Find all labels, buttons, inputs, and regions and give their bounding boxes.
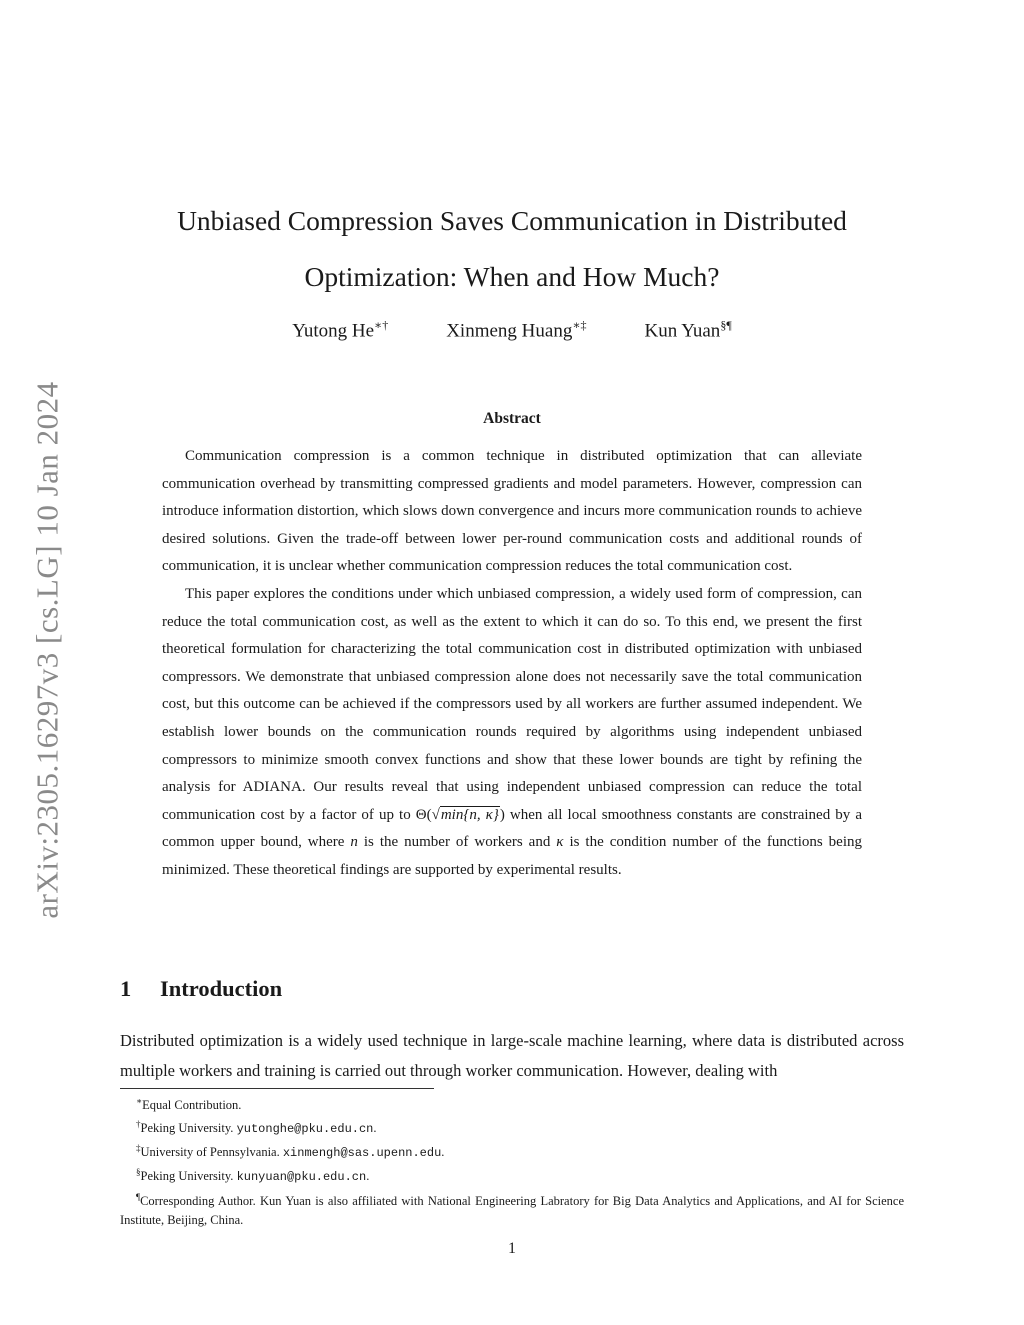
author-list (120, 318, 904, 342)
title-line-1: Unbiased Compression Saves Communication in Distributed (177, 205, 847, 236)
math-close: ) (499, 806, 505, 823)
math-theta: Θ( (415, 806, 432, 823)
footnote (120, 1092, 904, 1115)
author (446, 318, 586, 342)
footnote-text: . (441, 1145, 445, 1160)
footnote-divider (120, 1088, 434, 1089)
author-marks: §¶ (720, 318, 732, 332)
page-number: 1 (508, 1240, 516, 1257)
footnote (120, 1188, 904, 1230)
author (292, 318, 388, 342)
footnote (120, 1163, 904, 1187)
abstract-text: is the condition number of the functions being minimized. These theoretical findings are supported by experimental results. (162, 834, 863, 878)
footnote-mark: † (136, 1119, 141, 1130)
arxiv-id: arXiv:2305.16297v3 [cs.LG] 10 Jan 2024 (30, 381, 65, 919)
author-name: Yutong He (292, 320, 375, 342)
paper-title (120, 193, 904, 305)
footnote-text: . (373, 1121, 377, 1136)
arxiv-watermark (20, 362, 76, 938)
footnote-mark: § (136, 1167, 141, 1178)
math-var-n: n (350, 834, 358, 851)
title-line-2: Optimization: When and How Much? (304, 261, 720, 292)
footnote (120, 1139, 904, 1163)
math-sqrt-sign: √ (431, 806, 440, 823)
footnote-mark: ‡ (136, 1143, 141, 1154)
author-marks: ∗‡ (572, 318, 587, 332)
abstract-heading: Abstract (483, 410, 541, 427)
section-title: Introduction (160, 976, 283, 1001)
abstract-paragraph-2 (162, 581, 862, 885)
footnote-text: University of Pennsylvania. (140, 1145, 283, 1160)
footnote-mark: ∗ (136, 1096, 143, 1106)
footnotes (120, 1092, 904, 1230)
abstract-text: when all local smoothness constants are constrained by a common upper bound, where (162, 806, 862, 851)
abstract-text: is the number of workers and (357, 834, 557, 851)
footnote-text: . (366, 1169, 370, 1184)
email-link[interactable]: kunyuan@pku.edu.cn (236, 1170, 367, 1185)
abstract (162, 443, 862, 885)
section-number: 1 (120, 976, 132, 1001)
author-name: Xinmeng Huang (446, 320, 573, 342)
footnote-text: Peking University. (140, 1121, 237, 1136)
section-heading (120, 976, 904, 1002)
footnote-text: Peking University. (140, 1169, 237, 1184)
intro-paragraph: Distributed optimization is a widely used technique in large-scale machine learning, where data is distributed across multiple workers and training is carried out through worker communication. However, dealing with (120, 1031, 904, 1080)
email-link[interactable]: xinmengh@sas.upenn.edu (282, 1146, 442, 1161)
footnote-text: Equal Contribution. (142, 1098, 242, 1113)
author (644, 318, 731, 342)
author-name: Kun Yuan (644, 320, 721, 342)
math-sqrt-argument: min{n, κ} (440, 806, 499, 823)
author-marks: ∗† (374, 318, 389, 332)
email-link[interactable]: yutonghe@pku.edu.cn (236, 1122, 374, 1137)
footnote-mark: ¶ (136, 1191, 141, 1202)
footnote (120, 1115, 904, 1139)
footnote-text: Corresponding Author. Kun Yuan is also affiliated with National Engineering Labratory for Big Data Analytics and Applications, and AI for Science Institute, Beijing, China. (120, 1193, 904, 1227)
abstract-text: This paper explores the conditions under which unbiased compression, a widely used form of compression, can reduce the total communication cost, as well as the extent to which it can do so. To this end, we present the first theoretical formulation for characterizing the total communication cost in distributed optimization with unbiased compressors. We demonstrate that unbiased compression alone does not necessarily save the total communication cost, but this outcome can be achieved if the compressors used by all workers are further assumed independent. We establish lower bounds on the communication rounds required by algorithms using independent unbiased compressors to minimize smooth convex functions and show that these lower bounds are tight by refining the analysis for ADIANA. Our results reveal that using independent unbiased compression can reduce the total communication cost by a factor of up to (162, 585, 862, 823)
math-var-kappa: κ (556, 834, 564, 851)
abstract-paragraph-1: Communication compression is a common technique in distributed optimization that can alleviate communication overhead by transmitting compressed gradients and model parameters. However, compression can introduce information distortion, which slows down convergence and incurs more communication rounds to achieve desired solutions. Given the trade-off between lower per-round communication costs and additional rounds of communication, it is unclear whether communication compression reduces the total communication cost. (162, 448, 862, 575)
